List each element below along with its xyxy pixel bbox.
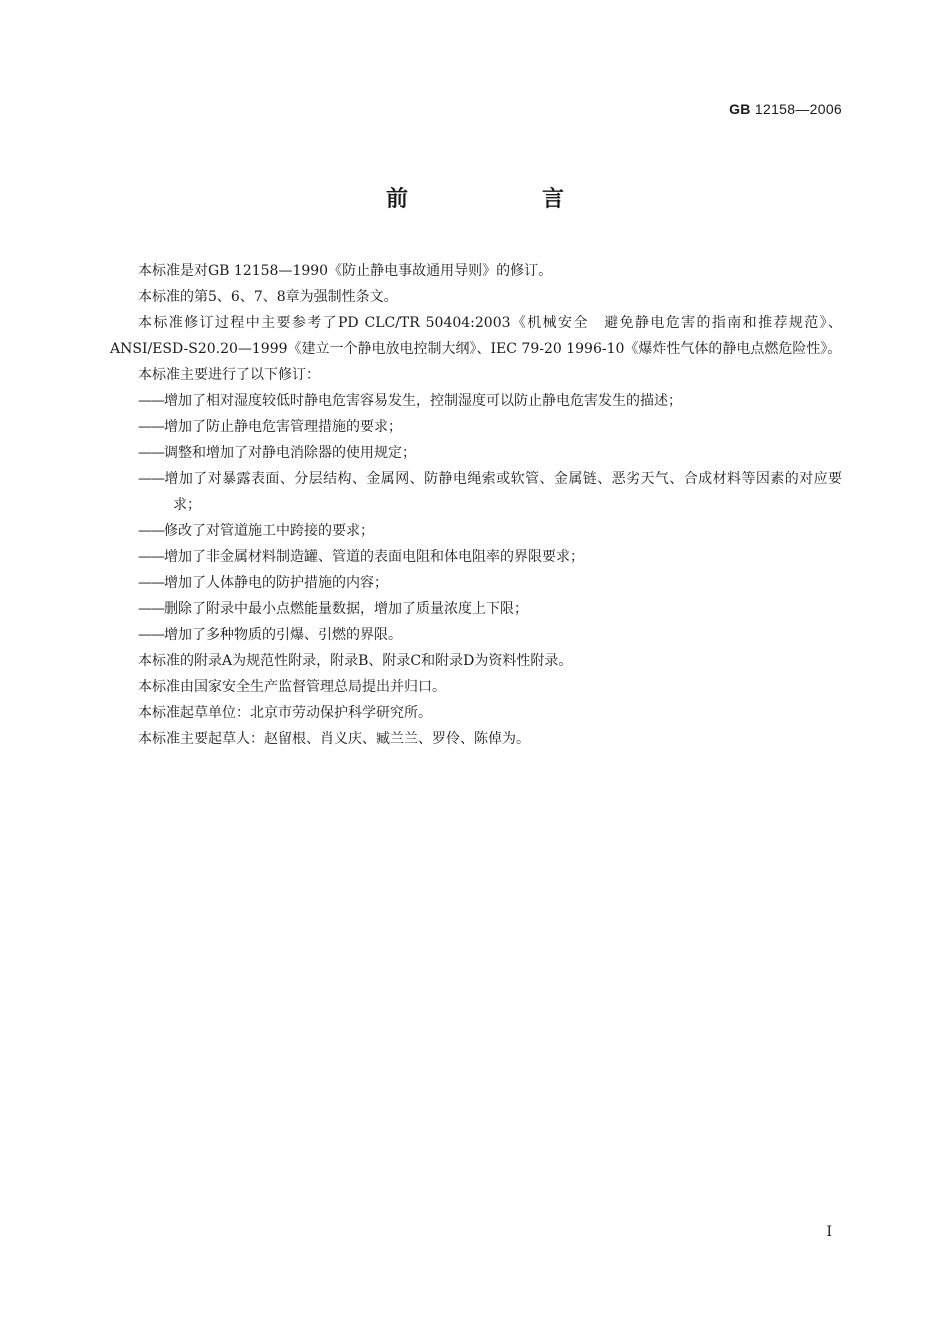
paragraph: 本标准主要进行了以下修订： <box>138 367 320 383</box>
revision-item-text: 调整和增加了对静电消除器的使用规定； <box>164 445 416 461</box>
paragraph: 本标准起草单位：北京市劳动保护科学研究所。 <box>138 705 432 721</box>
revision-item-text: 增加了非金属材料制造罐、管道的表面电阻和体电阻率的界限要求； <box>164 549 584 565</box>
revision-item-text: 增加了多种物质的引爆、引燃的界限。 <box>164 627 402 643</box>
dash-marker: —— <box>138 419 164 435</box>
revision-item <box>110 466 842 518</box>
dash-marker: —— <box>138 575 164 591</box>
revision-item <box>110 622 842 648</box>
paragraph: 本标准由国家安全生产监督管理总局提出并归口。 <box>138 679 446 695</box>
revision-item-text: 增加了相对湿度较低时静电危害容易发生，控制湿度可以防止静电危害发生的描述； <box>164 393 682 409</box>
revision-item <box>110 570 842 596</box>
revision-item-text: 增加了人体静电的防护措施的内容； <box>164 575 388 591</box>
revision-item <box>110 518 842 544</box>
paragraph: 本标准是对GB 12158—1990《防止静电事故通用导则》的修订。 <box>138 263 553 279</box>
dash-marker: —— <box>138 523 164 539</box>
page-number: I <box>826 1224 832 1240</box>
dash-marker: —— <box>138 601 164 617</box>
foreword-body <box>110 258 842 752</box>
revision-item-text: 增加了对暴露表面、分层结构、金属网、防静电绳索或软管、金属链、恶劣天气、合成材料等因素的对应要求； <box>164 471 842 513</box>
paragraph: 本标准修订过程中主要参考了PD CLC/TR 50404:2003《机械安全 避免静电危害的指南和推荐规范》、ANSI/ESD-S20.20—1999《建立一个静电放电控制大纲》、IEC 79-20 1996-10《爆炸性气体的静电点燃危险性》。 <box>110 315 842 357</box>
revision-item <box>110 596 842 622</box>
standard-code: 12158—2006 <box>754 101 842 117</box>
dash-marker: —— <box>138 471 164 487</box>
standard-prefix: GB <box>729 101 751 117</box>
revision-item <box>110 388 842 414</box>
revision-item-text: 修改了对管道施工中跨接的要求； <box>164 523 374 539</box>
page-title: 前 言 <box>385 187 620 212</box>
revision-item <box>110 414 842 440</box>
paragraph: 本标准的第5、6、7、8章为强制性条文。 <box>138 289 398 305</box>
dash-marker: —— <box>138 627 164 643</box>
paragraph: 本标准的附录A为规范性附录，附录B、附录C和附录D为资料性附录。 <box>138 653 573 669</box>
dash-marker: —— <box>138 445 164 461</box>
revision-item-text: 删除了附录中最小点燃能量数据，增加了质量浓度上下限； <box>164 601 528 617</box>
paragraph: 本标准主要起草人：赵留根、肖义庆、臧兰兰、罗伶、陈倬为。 <box>138 731 530 747</box>
standard-number <box>729 101 842 117</box>
revision-item <box>110 544 842 570</box>
revision-item-text: 增加了防止静电危害管理措施的要求； <box>164 419 402 435</box>
revision-item <box>110 440 842 466</box>
dash-marker: —— <box>138 549 164 565</box>
dash-marker: —— <box>138 393 164 409</box>
